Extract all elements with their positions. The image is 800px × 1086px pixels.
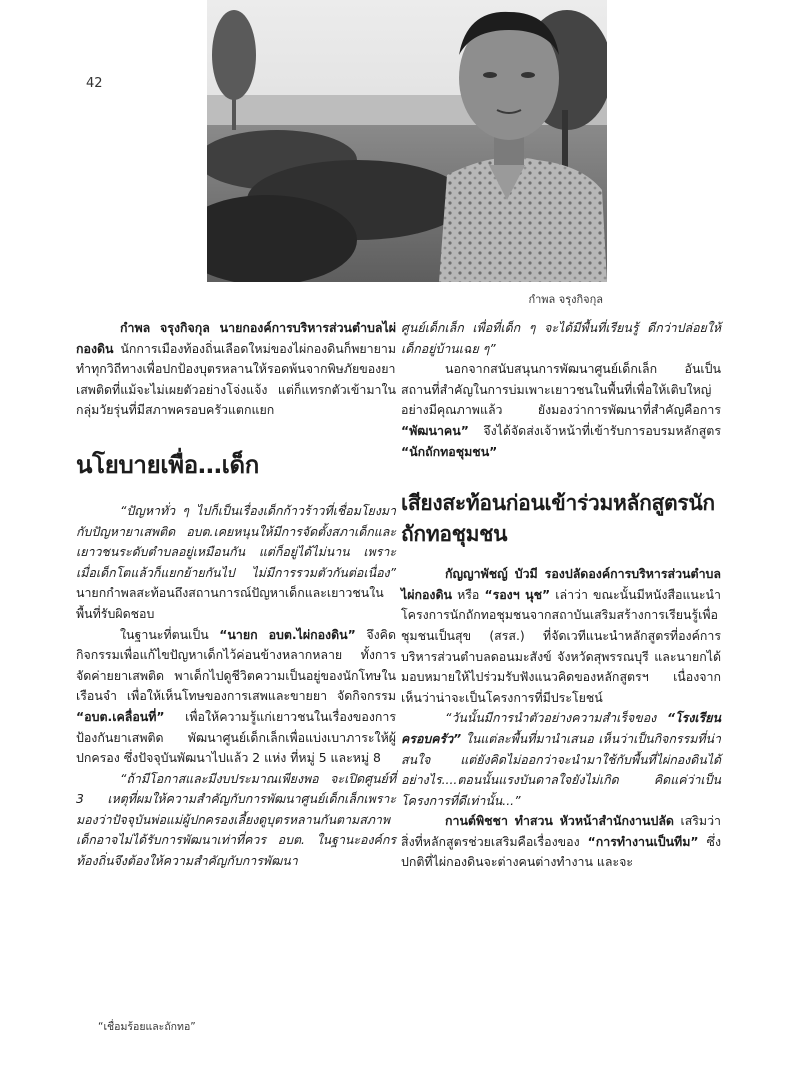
text-span: เพื่อให้ความรู้แก่เยาวชนในเรื่องของการป้องกันยาเสพติด พัฒนาศูนย์เด็กเล็กเพื่อแบ่งเบาภาระให้ผู้ปกครอง ซึ่งปัจจุบันพัฒนาไปแล้ว 2 แห่ง ที่หมู่ 5 และหมู่ 8 xyxy=(76,708,396,766)
photo-caption: กำพล จรุงกิจกุล xyxy=(528,293,603,306)
quote-text-1: “ปัญหาทั่ว ๆ ไปก็เป็นเรื่องเด็กก้าวร้าวที่เชื่อมโยงมากับปัญหายาเสพติด อบต.เคยหนุนให้มีการจัดตั้งสภาเด็กและเยาวชนระดับตำบลอยู่เหมือนกัน แต่ก็อยู่ได้ไม่นาน เพราะเมื่อเด็กโตแล้วก็แยกย้ายกันไป ไม่มีการรวมตัวกันต่อเนื่อง” xyxy=(76,502,396,580)
term-mayor: “นายก อบต.ไผ่กองดิน” xyxy=(219,626,356,642)
term-teamwork: “การทำงานเป็นทีม” xyxy=(587,833,699,849)
portrait-image xyxy=(207,0,607,282)
deputy-nickname: “รองฯ นุช” xyxy=(484,586,551,602)
page-number: 42 xyxy=(86,76,103,91)
text-span: ในฐานะที่ตนเป็น xyxy=(120,626,220,642)
intro-paragraph xyxy=(76,318,396,421)
term-family-school: “โรงเรียนครอบครัว” xyxy=(401,710,721,746)
quote-paragraph-2: “ถ้ามีโอกาสและมีงบประมาณเพียงพอ จะเปิดศูนย์ที่ 3 เหตุที่ผมให้ความสำคัญกับการพัฒนาศูนย์เด็กเล็กเพราะมองว่าปัจจุบันพ่อแม่ผู้ปกครองเลี้ยงดูบุตรหลานกันตามสภาพ เด็กอาจไม่ได้รับการพัฒนาเท่าที่ควร อบต. ในฐานะองค์กรท้องถิ่นจึงต้องให้ความสำคัญกับการพัฒนา xyxy=(76,770,396,869)
quote-paragraph-3 xyxy=(401,708,721,811)
paragraph-activities xyxy=(76,625,396,769)
footer-title: “เชื่อมร้อยและถักทอ” xyxy=(98,1021,196,1033)
text-span: “วันนั้นมีการนำตัวอย่างความสำเร็จของ xyxy=(445,710,668,726)
right-column xyxy=(401,318,721,873)
left-column xyxy=(76,318,396,872)
text-span: จึงคิดกิจกรรมเพื่อแก้ไขปัญหาเด็กไว้ค่อนข้างหลากหลาย ทั้งการจัดค่ายยาเสพติด พาเด็กไปดูชีวิตความเป็นอยู่ของนักโทษในเรือนจำ เพื่อให้เห็นโทษของการเสพและขายยา จัดกิจกรรม xyxy=(76,626,397,704)
portrait-photo xyxy=(207,0,607,282)
quote-attribution-1: นายกกำพลสะท้อนถึงสถานการณ์ปัญหาเด็กและเยาวชนในพื้นที่รับผิดชอบ xyxy=(76,585,384,621)
term-community-weaver: “นักถักทอชุมชน” xyxy=(401,443,498,459)
text-span: หรือ xyxy=(452,586,485,602)
text-span: ในแต่ละพื้นที่มานำเสนอ เห็นว่าเป็นกิจกรรมที่น่าสนใจ แต่ยังคิดไม่ออกว่าจะนำมาใช้กับพื้นที่ไผ่กองดินได้อย่างไร....ตอนนั้นแรงบันดาลใจยังไม่เกิด คิดแค่ว่าเป็นโครงการที่ดีเท่านั้น...” xyxy=(401,730,721,808)
text-span: จึงได้จัดส่งเจ้าหน้าที่เข้ารับการอบรมหลักสูตร xyxy=(468,422,721,438)
office-head-name: กานต์พิชชา ทำสวน หัวหน้าสำนักงานปลัด xyxy=(445,813,674,829)
text-span: นอกจากสนับสนุนการพัฒนาศูนย์เด็กเล็ก อันเป็นสถานที่สำคัญในการบ่มเพาะเยาวชนในพื้นที่เพื่อให้เติบใหญ่อย่างมีคุณภาพแล้ว ยังมองว่าการพัฒนาที่สำคัญคือการ xyxy=(401,361,721,418)
text-span: เล่าว่า ขณะนั้นมีหนังสือแนะนำโครงการนักถักทอชุมชนจากสถาบันเสริมสร้างการเรียนรู้เพื่อชุมชนเป็นสุข (สรส.) ที่จัดเวทีแนะนำหลักสูตรที่องค์การบริหารส่วนตำบลดอนมะสังข์ จังหวัดสุพรรณบุรี และนายกได้มอบหมายให้ไปร่วมรับฟังแนวคิดของหลักสูตรฯ เนื่องจากเห็นว่าน่าจะเป็นโครงการที่มีประโยชน์ xyxy=(401,586,721,705)
term-develop-people: “พัฒนาคน” xyxy=(401,422,469,438)
paragraph-office-head xyxy=(401,811,721,873)
quote-paragraph-1 xyxy=(76,501,396,625)
term-mobile-sao: “อบต.เคลื่อนที่” xyxy=(76,708,165,724)
deputy-name: กัญญาพัชญ์ บัวมี รองปลัดองค์การบริหารส่วนตำบลไผ่กองดิน xyxy=(401,566,721,602)
section-heading-voices: เสียงสะท้อนก่อนเข้าร่วมหลักสูตรนักถักทอชุมชน xyxy=(401,491,715,547)
paragraph-deputy xyxy=(401,564,721,708)
intro-text: นักการเมืองท้องถิ่นเลือดใหม่ของไผ่กองดินก็พยายามทำทุกวิถีทางเพื่อปกป้องบุตรหลานให้รอดพ้นจากพิษภัยของยาเสพติดที่แม้จะไม่เผยตัวอย่างโจ่งแจ้ง แต่ก็แทรกตัวเข้ามาในกลุ่มวัยรุ่นที่มีสภาพครอบครัวแตกแยก xyxy=(76,340,396,418)
section-heading-policy: นโยบายเพื่อ…เด็ก xyxy=(76,450,259,479)
intro-name: กำพล จรุงกิจกุล นายกองค์การบริหารส่วนตำบลไผ่กองดิน xyxy=(76,320,396,356)
paragraph-develop-people xyxy=(401,359,721,462)
quote-continuation: ศูนย์เด็กเล็ก เพื่อที่เด็ก ๆ จะได้มีพื้นที่เรียนรู้ ดีกว่าปล่อยให้เด็กอยู่บ้านเฉย ๆ” xyxy=(401,320,721,356)
text-span: เสริมว่า สิ่งที่หลักสูตรช่วยเสริมคือเรื่องของ xyxy=(401,813,721,849)
text-span: ซึ่งปกติที่ไผ่กองดินจะต่างคนต่างทำงาน และจะ xyxy=(401,833,721,870)
